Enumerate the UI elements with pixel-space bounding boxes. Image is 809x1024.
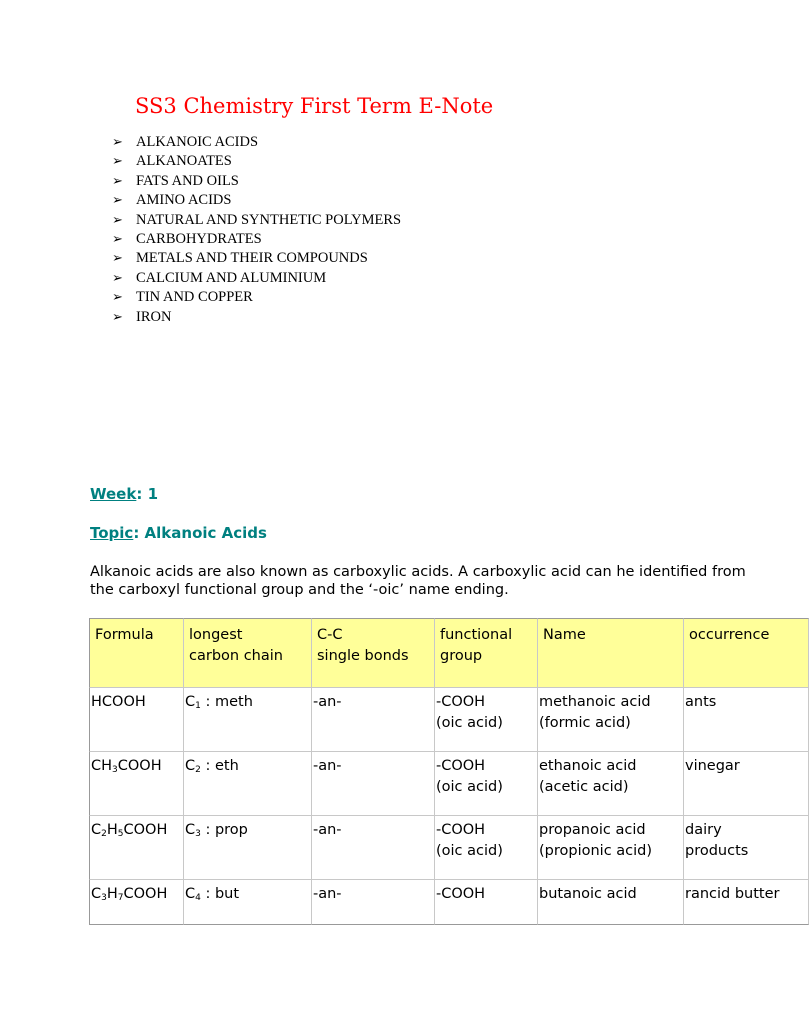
table-container [89, 618, 780, 925]
arrow-bullet-icon: ➢ [112, 153, 123, 169]
cell-formula: HCOOH [89, 688, 184, 752]
topic-list [112, 132, 401, 326]
arrow-bullet-icon: ➢ [112, 211, 123, 227]
header-single-bonds: C-C single bonds [312, 618, 435, 688]
arrow-bullet-icon: ➢ [112, 230, 123, 246]
table-row [89, 816, 809, 880]
week-value: : 1 [136, 485, 159, 503]
cell-chain: $C_3$ : prop [184, 816, 312, 880]
cell-chain: $C_1$ : meth [184, 688, 312, 752]
cell-group: -COOH (oic acid) [435, 816, 538, 880]
page-title: SS3 Chemistry First Term E-Note [135, 94, 494, 118]
list-item: ➢ FATS AND OILS [112, 172, 239, 189]
list-item: ➢ IRON [112, 308, 172, 325]
list-item: ➢ METALS AND THEIR COMPOUNDS [112, 250, 368, 267]
arrow-bullet-icon: ➢ [112, 289, 123, 305]
cell-name: butanoic acid [538, 880, 684, 925]
header-longest-carbon-chain: longest carbon chain [184, 618, 312, 688]
cell-bonds: -an- [312, 880, 435, 925]
header-occurrence: occurrence [684, 618, 809, 688]
cell-bonds: -an- [312, 752, 435, 816]
table-row [89, 752, 809, 816]
week-link[interactable]: Week [90, 485, 137, 503]
cell-name: ethanoic acid (acetic acid) [538, 752, 684, 816]
header-name: Name [538, 618, 684, 688]
cell-formula: $C_3H_7COOH$ [89, 880, 184, 925]
cell-group: -COOH (oic acid) [435, 752, 538, 816]
cell-group: -COOH (oic acid) [435, 688, 538, 752]
list-item: ➢ ALKANOIC ACIDS [112, 134, 259, 150]
arrow-bullet-icon: ➢ [112, 172, 123, 188]
arrow-bullet-icon: ➢ [112, 134, 123, 149]
arrow-bullet-icon: ➢ [112, 192, 123, 208]
cell-occurrence: ants [684, 688, 809, 752]
topic-link[interactable]: Topic [90, 524, 134, 542]
header-functional-group: functional group [435, 618, 538, 688]
table-row [89, 880, 809, 925]
week-line [90, 485, 158, 503]
cell-group: -COOH [435, 880, 538, 925]
arrow-bullet-icon: ➢ [112, 269, 123, 285]
arrow-bullet-icon: ➢ [112, 308, 123, 324]
cell-bonds: -an- [312, 688, 435, 752]
cell-occurrence: vinegar [684, 752, 809, 816]
list-item: ➢ CALCIUM AND ALUMINIUM [112, 269, 327, 286]
cell-chain: $C_2$ : eth [184, 752, 312, 816]
list-item: ➢ TIN AND COPPER [112, 289, 253, 306]
alkanoic-acids-table [89, 618, 809, 925]
table-row [89, 688, 809, 752]
cell-formula: $C_2H_5COOH$ [89, 816, 184, 880]
cell-formula: $CH_3COOH$ [89, 752, 184, 816]
topic-line [90, 524, 267, 542]
cell-occurrence: rancid butter [684, 880, 809, 925]
list-item: ➢ ALKANOATES [112, 153, 232, 170]
list-item: ➢ NATURAL AND SYNTHETIC POLYMERS [112, 211, 402, 228]
list-item: ➢ AMINO ACIDS [112, 192, 232, 209]
cell-name: methanoic acid (formic acid) [538, 688, 684, 752]
intro-paragraph: Alkanoic acids are also known as carboxylic acids. A carboxylic acid can he identified from the carboxyl functional group and the ‘-oic’ name ending. [90, 564, 746, 598]
cell-occurrence: dairy products [684, 816, 809, 880]
list-item: ➢ CARBOHYDRATES [112, 230, 262, 247]
table-header-row [89, 618, 809, 688]
cell-bonds: -an- [312, 816, 435, 880]
header-formula: Formula [89, 618, 184, 688]
topic-value: : Alkanoic Acids [133, 524, 267, 542]
cell-name: propanoic acid (propionic acid) [538, 816, 684, 880]
arrow-bullet-icon: ➢ [112, 250, 123, 266]
cell-chain: $C_4$ : but [184, 880, 312, 925]
